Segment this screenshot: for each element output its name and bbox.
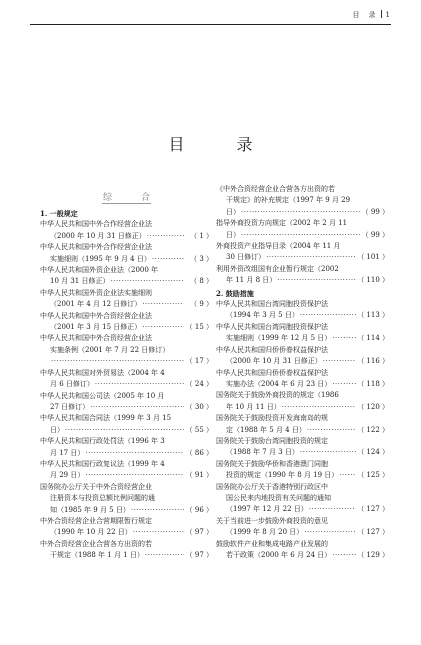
toc-entry (40, 242, 213, 265)
toc-entry-line: 中华人民共和国中外合资经营企业法 (40, 311, 152, 320)
dot-leader (282, 402, 356, 413)
toc-entry-line: 指导外商投资方向规定（2002 年 2 月 11 (216, 219, 348, 228)
toc-entry-line: 日） (50, 425, 64, 434)
toc-entry-last-line (40, 299, 213, 310)
toc-entry (40, 311, 213, 334)
toc-entry (40, 482, 213, 516)
toc-entry-page: （ 8 ） (190, 277, 213, 286)
toc-entry-line: 中华人民共和国行政处罚法（1996 年 3 (40, 437, 165, 446)
toc-entry-line: （1990 年 10 月 22 日） (50, 528, 132, 537)
toc-entry-line: 中华人民共和国外资企业法实施细则 (40, 288, 152, 297)
toc-entry (216, 459, 389, 482)
toc-entry (216, 241, 389, 264)
toc-entry-line: 月 17 日） (50, 448, 85, 457)
toc-entry-line: （1994 年 3 月 5 日） (226, 311, 299, 320)
dot-leader (309, 504, 356, 515)
toc-entry-page: （ 129 ） (357, 551, 389, 559)
dot-leader (133, 527, 184, 538)
dot-leader (131, 505, 184, 516)
toc-entry-line: 国务院关于鼓励华侨和香港澳门同胞 (216, 459, 328, 468)
toc-entry-last-line (216, 402, 389, 413)
toc-entry-line: 中华人民共和国公司法（2005 年 10 月 (40, 391, 165, 400)
toc-entry-page: （ 118 ） (357, 379, 389, 388)
dot-leader (65, 425, 184, 436)
toc-entry-last-line (40, 505, 213, 516)
toc-entry-page: （ 30 ） (185, 402, 213, 411)
toc-entry-last-line (216, 447, 389, 458)
toc-entry-last-line (40, 276, 213, 287)
toc-entry-last-line (40, 322, 213, 333)
dot-leader (142, 299, 184, 310)
toc-entry (216, 218, 389, 241)
toc-entry-line: 若干政策（2000 年 6 月 24 日） (226, 551, 332, 559)
toc-entry-page: （ 127 ） (357, 528, 389, 537)
toc-entry-page: （ 9 ） (190, 300, 213, 309)
toc-entry-last-line (216, 504, 389, 515)
toc-entry-line: 中华人民共和国中外合作经营企业法 (40, 220, 152, 229)
dot-leader (323, 356, 356, 367)
toc-entry-page: （ 125 ） (357, 471, 389, 480)
toc-entry-page: （ 3 ） (190, 254, 213, 263)
toc-entry-line: 国务院关于鼓励投资开发海南岛的规 (216, 414, 328, 423)
toc-entry-line: 中华人民共和国中外合资经营企业法 (40, 334, 152, 343)
toc-entry-page: （ 124 ） (357, 448, 389, 457)
toc-entry-line: 年 11 月 8 日） (226, 276, 277, 285)
toc-entry-line: （2000 年 10 月 31 日修正） (226, 357, 322, 366)
toc-entry-last-line (40, 231, 213, 242)
running-head (353, 10, 391, 20)
toc-entry (216, 413, 389, 436)
toc-entry-page: （ 1 ） (190, 231, 213, 240)
section-heading-underline (102, 203, 151, 204)
toc-entry-page: （ 97 ） (185, 551, 213, 560)
toc-entry-line: 月 29 日） (50, 471, 85, 480)
toc-entry-last-line (216, 425, 389, 436)
dot-leader (90, 402, 184, 413)
dot-leader (307, 425, 356, 436)
right-groups (216, 288, 389, 562)
toc-entry-last-line (40, 356, 213, 367)
dot-leader (300, 447, 356, 458)
toc-entry (216, 390, 389, 413)
toc-entry-page: （ 24 ） (185, 380, 213, 389)
toc-entry-last-line (40, 402, 213, 413)
toc-entry (40, 288, 213, 311)
dot-leader (332, 333, 356, 344)
running-head-page-number: 1 (385, 11, 391, 19)
dot-leader (95, 379, 184, 390)
toc-entry-last-line (216, 527, 389, 538)
toc-entry-page: （ 99 ） (361, 230, 389, 239)
toc-entry-page: （ 127 ） (357, 505, 389, 514)
running-head-divider (381, 10, 382, 18)
toc-entry-line: 10 月 31 日修正） (50, 277, 110, 286)
toc-entry-line: 中华人民共和国中外合作经营企业法 (40, 243, 152, 252)
toc-entry-line: 国务院关于鼓励外商投资的规定（1986 (216, 391, 339, 400)
toc-entry-line: （1997 年 12 月 22 日） (226, 505, 308, 514)
toc-entry-line: 国务院办公厅关于香港特别行政区中 (216, 482, 328, 491)
toc-entry-last-line (216, 550, 389, 561)
toc-entry-line: 关于当前进一步鼓励外商投资的意见 (216, 516, 328, 525)
toc-entry-last-line (40, 425, 213, 436)
toc-entry-line: 利用外资改组国有企业暂行规定（2002 (216, 264, 339, 273)
toc-entry-line: （1988 年 7 月 3 日） (226, 448, 299, 457)
toc-entry-line: 中华人民共和国台湾同胞投资保护法 (216, 322, 328, 331)
toc-entry (40, 265, 213, 288)
toc-entry (216, 436, 389, 459)
toc-entry-line: 投资的规定（1990 年 8 月 19 日） (226, 471, 339, 480)
running-head-label: 目 录 (352, 11, 377, 19)
toc-entry (216, 482, 389, 516)
section-heading (40, 191, 213, 205)
toc-entry-last-line (216, 207, 389, 218)
toc-entry-line: 实施细则（1999 年 12 月 5 日） (226, 334, 332, 343)
toc-entry (216, 539, 389, 562)
toc-entry-page: （ 55 ） (185, 425, 213, 434)
toc-entry-last-line (216, 252, 389, 263)
toc-entry-line: （1999 年 8 月 20 日） (226, 528, 304, 537)
dot-leader (142, 322, 184, 333)
toc-entry-line: 国务院办公厅关于中外合资经营企业 (40, 482, 152, 491)
toc-entry-line: 干规定》的补充规定（1997 年 9 月 29 (226, 196, 351, 205)
dot-leader (266, 252, 356, 263)
toc-entry (216, 299, 389, 322)
toc-entry-last-line (40, 254, 213, 265)
toc-entry-line: 《中外合资经营企业合营各方出资的若 (216, 185, 335, 193)
toc-entry-line: （2001 年 3 月 15 日修正） (50, 323, 142, 332)
toc-entry-line: 中华人民共和国对外贸易法（2004 年 4 (40, 368, 165, 377)
toc-entry-line: 实施条例（2001 年 7 月 22 日修订） (50, 345, 170, 354)
toc-entry-line: （2000 年 10 月 31 日修正） (50, 231, 146, 240)
toc-entry (40, 436, 213, 459)
toc-entry-last-line (216, 333, 389, 344)
toc-entry-page: （ 101 ） (357, 253, 389, 262)
continued-entries (216, 184, 389, 287)
toc-entry-line: 月 6 日修订） (50, 380, 94, 389)
dot-leader (152, 254, 184, 265)
toc-entry-last-line (40, 379, 213, 390)
dot-leader (111, 276, 185, 287)
left-column (40, 191, 213, 562)
dot-leader (304, 527, 356, 538)
toc-entry-page: （ 122 ） (357, 425, 389, 434)
toc-entry-line: 国公民来内地投资有关问题的通知 (226, 493, 331, 502)
toc-entry-line: 中华人民共和国合同法（1999 年 3 月 15 (40, 414, 172, 423)
dot-leader (241, 230, 360, 241)
dot-leader (277, 275, 356, 286)
toc-entry-line: 中华人民共和国归侨侨眷权益保护法 (216, 345, 328, 354)
dot-leader (145, 550, 184, 561)
toc-entry-page: （ 97 ） (185, 528, 213, 537)
toc-entry-page: （ 86 ） (185, 448, 213, 457)
page-title: 目 录 (168, 135, 271, 154)
toc-entry-page: （ 110 ） (357, 276, 389, 285)
toc-entry-line: 中华人民共和国归侨侨眷权益保护法 (216, 368, 328, 377)
toc-entry-line: 国务院关于鼓励台湾同胞投资的规定 (216, 436, 328, 445)
toc-entry-last-line (216, 470, 389, 481)
toc-entry-last-line (40, 470, 213, 481)
toc-entry-last-line (40, 448, 213, 459)
toc-entry-page: （ 116 ） (357, 357, 389, 366)
toc-entry-line: （2001 年 4 月 12 日修订） (50, 300, 142, 309)
dot-leader (51, 356, 184, 367)
toc-entry-line: 中华人民共和国台湾同胞投资保护法 (216, 300, 328, 309)
toc-entry-page: （ 15 ） (185, 323, 213, 332)
toc-entry (216, 264, 389, 287)
toc-entry-line: 年 10 月 11 日） (226, 402, 281, 411)
toc-entry-line: 27 日修订） (50, 402, 90, 411)
dot-leader (85, 470, 184, 481)
toc-entry-last-line (40, 527, 213, 538)
toc-entry-last-line (216, 230, 389, 241)
toc-entry (40, 391, 213, 414)
toc-entry (216, 345, 389, 368)
toc-entry-page: （ 113 ） (357, 311, 389, 320)
section-heading-text: 综 合 (102, 193, 160, 203)
right-column (216, 184, 389, 561)
toc-entry (40, 368, 213, 391)
toc-entry-page: （ 91 ） (185, 471, 213, 480)
toc-entry-last-line (216, 275, 389, 286)
toc-entry-line: 实施办法（2004 年 6 月 23 日） (226, 379, 332, 388)
toc-entry-line: 中外合资经营企业合营期限暂行规定 (40, 516, 152, 525)
toc-entry (40, 333, 213, 367)
toc-entry-line: 中华人民共和国外资企业法（2000 年 (40, 266, 159, 275)
dot-leader (85, 448, 184, 459)
toc-entry (216, 368, 389, 391)
header-rule (30, 24, 391, 25)
toc-entry-line: 实施细则（1995 年 9 月 4 日） (50, 254, 151, 263)
dot-leader (339, 470, 356, 481)
toc-entry-page: （ 96 ） (185, 505, 213, 514)
toc-entry (216, 184, 389, 218)
dot-leader (147, 231, 184, 242)
toc-entry (216, 516, 389, 539)
toc-entry (40, 413, 213, 436)
toc-entry-line: 外商投资产业指导目录（2004 年 11 月 (216, 242, 341, 251)
toc-entry-last-line (216, 310, 389, 321)
toc-entry-line: 30 日修订） (226, 253, 266, 262)
toc-entry-line: 中华人民共和国行政复议法（1999 年 4 (40, 459, 165, 468)
toc-entry-line: 知（1985 年 9 月 5 日） (50, 505, 130, 514)
left-groups (40, 208, 213, 562)
toc-entry (216, 322, 389, 345)
toc-entry-page: （ 120 ） (357, 402, 389, 411)
toc-entry-line: 干规定（1988 年 1 月 1 日） (50, 551, 144, 560)
toc-entry-last-line (216, 356, 389, 367)
dot-leader (332, 550, 356, 561)
group-heading: 2. 鼓励措施 (216, 288, 254, 298)
dot-leader (241, 207, 360, 218)
toc-entry-page: （ 17 ） (185, 357, 213, 366)
toc-entry-page: （ 114 ） (357, 334, 389, 343)
toc-entry-page: （ 99 ） (361, 207, 389, 216)
toc-entry-line: 日） (226, 230, 240, 239)
toc-entry (40, 219, 213, 242)
toc-entry-line: 中外合资经营企业合营各方出资的若 (40, 539, 152, 548)
toc-entry (40, 539, 213, 562)
toc-entry (40, 459, 213, 482)
toc-entry-line: 日） (226, 207, 240, 216)
toc-entry-line: 定（1988 年 5 月 4 日） (226, 425, 306, 434)
toc-entry (40, 516, 213, 539)
toc-entry-last-line (40, 550, 213, 561)
dot-leader (300, 310, 356, 321)
dot-leader (332, 379, 356, 390)
group-heading: 1. 一般规定 (40, 209, 78, 218)
toc-entry-line: 鼓励软件产业和集成电路产业发展的 (216, 539, 328, 548)
toc-entry-last-line (216, 379, 389, 390)
toc-entry-line: 注册资本与投资总额比例问题的通 (50, 494, 155, 503)
